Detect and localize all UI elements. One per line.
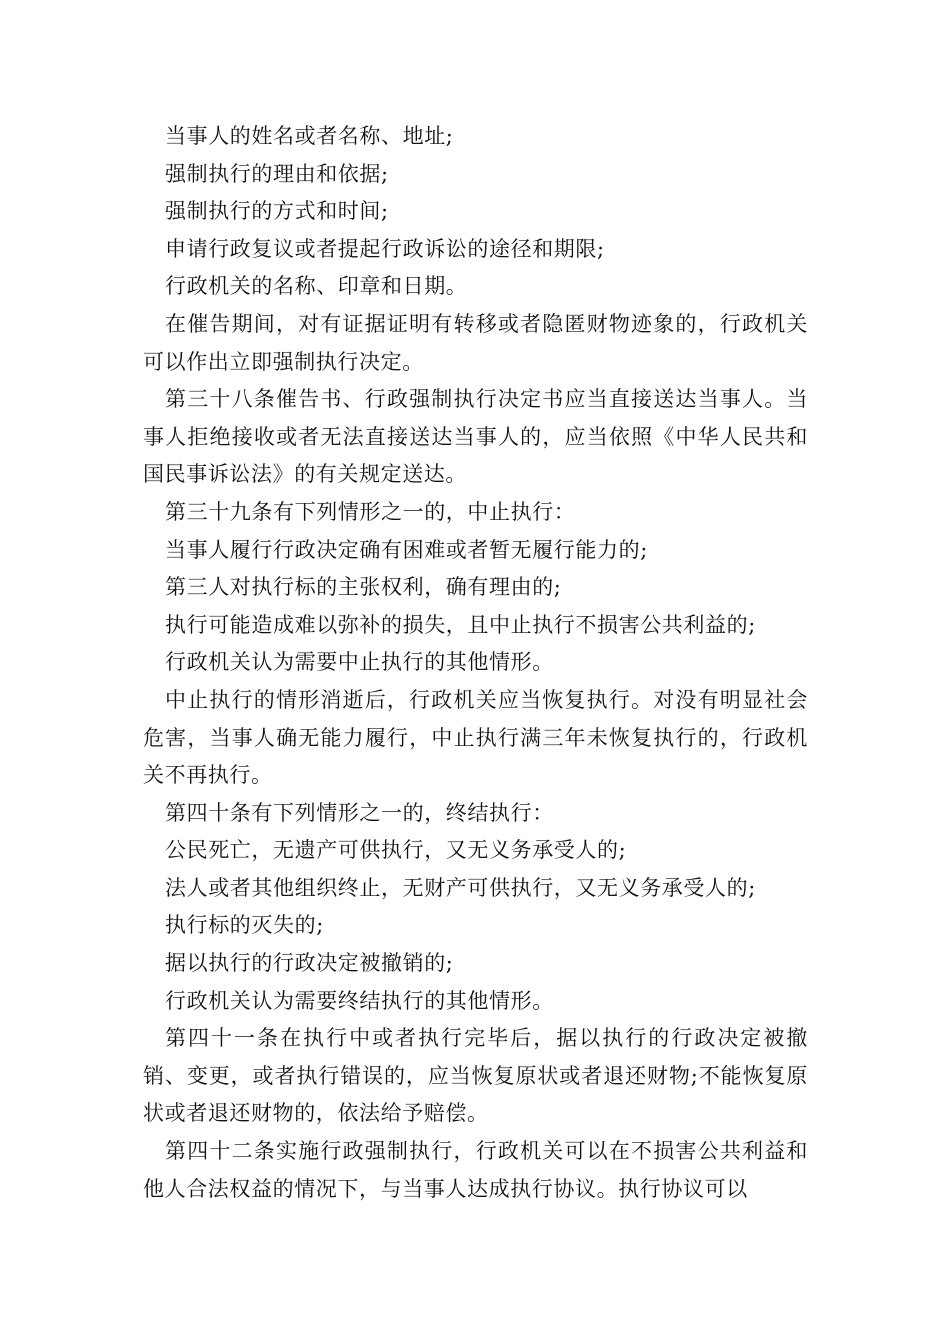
paragraph-17: 执行标的灭失的; <box>165 913 324 938</box>
paragraph-4: 申请行政复议或者提起行政诉讼的途径和期限; <box>165 236 605 261</box>
document-page <box>143 118 808 1208</box>
paragraph-12: 行政机关认为需要中止执行的其他情形。 <box>165 650 554 675</box>
article-42: 第四十二条实施行政强制执行，行政机关可以在不损害公共利益和他人合法权益的情况下，与当事人达成执行协议。执行协议可以 <box>143 1139 808 1201</box>
paragraph-6: 在催告期间，对有证据证明有转移或者隐匿财物迹象的，行政机关可以作出立即强制执行决定。 <box>143 311 808 374</box>
article-41: 第四十一条在执行中或者执行完毕后，据以执行的行政决定被撤销、变更，或者执行错误的，应当恢复原状或者退还财物;不能恢复原状或者退还财物的，依法给予赔偿。 <box>143 1026 808 1126</box>
article-39: 第三十九条有下列情形之一的，中止执行： <box>165 499 576 524</box>
paragraph-2: 强制执行的理由和依据; <box>165 161 389 186</box>
paragraph-11: 执行可能造成难以弥补的损失，且中止执行不损害公共利益的; <box>165 612 756 637</box>
paragraph-15: 公民死亡，无遗产可供执行，又无义务承受人的; <box>165 838 627 863</box>
paragraph-10: 第三人对执行标的主张权利，确有理由的; <box>165 575 562 600</box>
article-38: 第三十八条催告书、行政强制执行决定书应当直接送达当事人。当事人拒绝接收或者无法直接送达当事人的，应当依照《中华人民共和国民事诉讼法》的有关规定送达。 <box>143 387 808 487</box>
paragraph-1: 当事人的姓名或者名称、地址; <box>165 124 454 148</box>
paragraph-3: 强制执行的方式和时间; <box>165 199 389 224</box>
paragraph-16: 法人或者其他组织终止，无财产可供执行，又无义务承受人的; <box>165 875 756 900</box>
paragraph-5: 行政机关的名称、印章和日期。 <box>165 274 468 299</box>
paragraph-13: 中止执行的情形消逝后，行政机关应当恢复执行。对没有明显社会危害，当事人确无能力履行，中止执行满三年未恢复执行的，行政机关不再执行。 <box>143 687 808 788</box>
paragraph-9: 当事人履行行政决定确有困难或者暂无履行能力的; <box>165 537 648 562</box>
paragraph-19: 行政机关认为需要终结执行的其他情形。 <box>165 988 554 1013</box>
paragraph-18: 据以执行的行政决定被撤销的; <box>165 951 454 976</box>
article-40: 第四十条有下列情形之一的，终结执行： <box>165 800 554 825</box>
